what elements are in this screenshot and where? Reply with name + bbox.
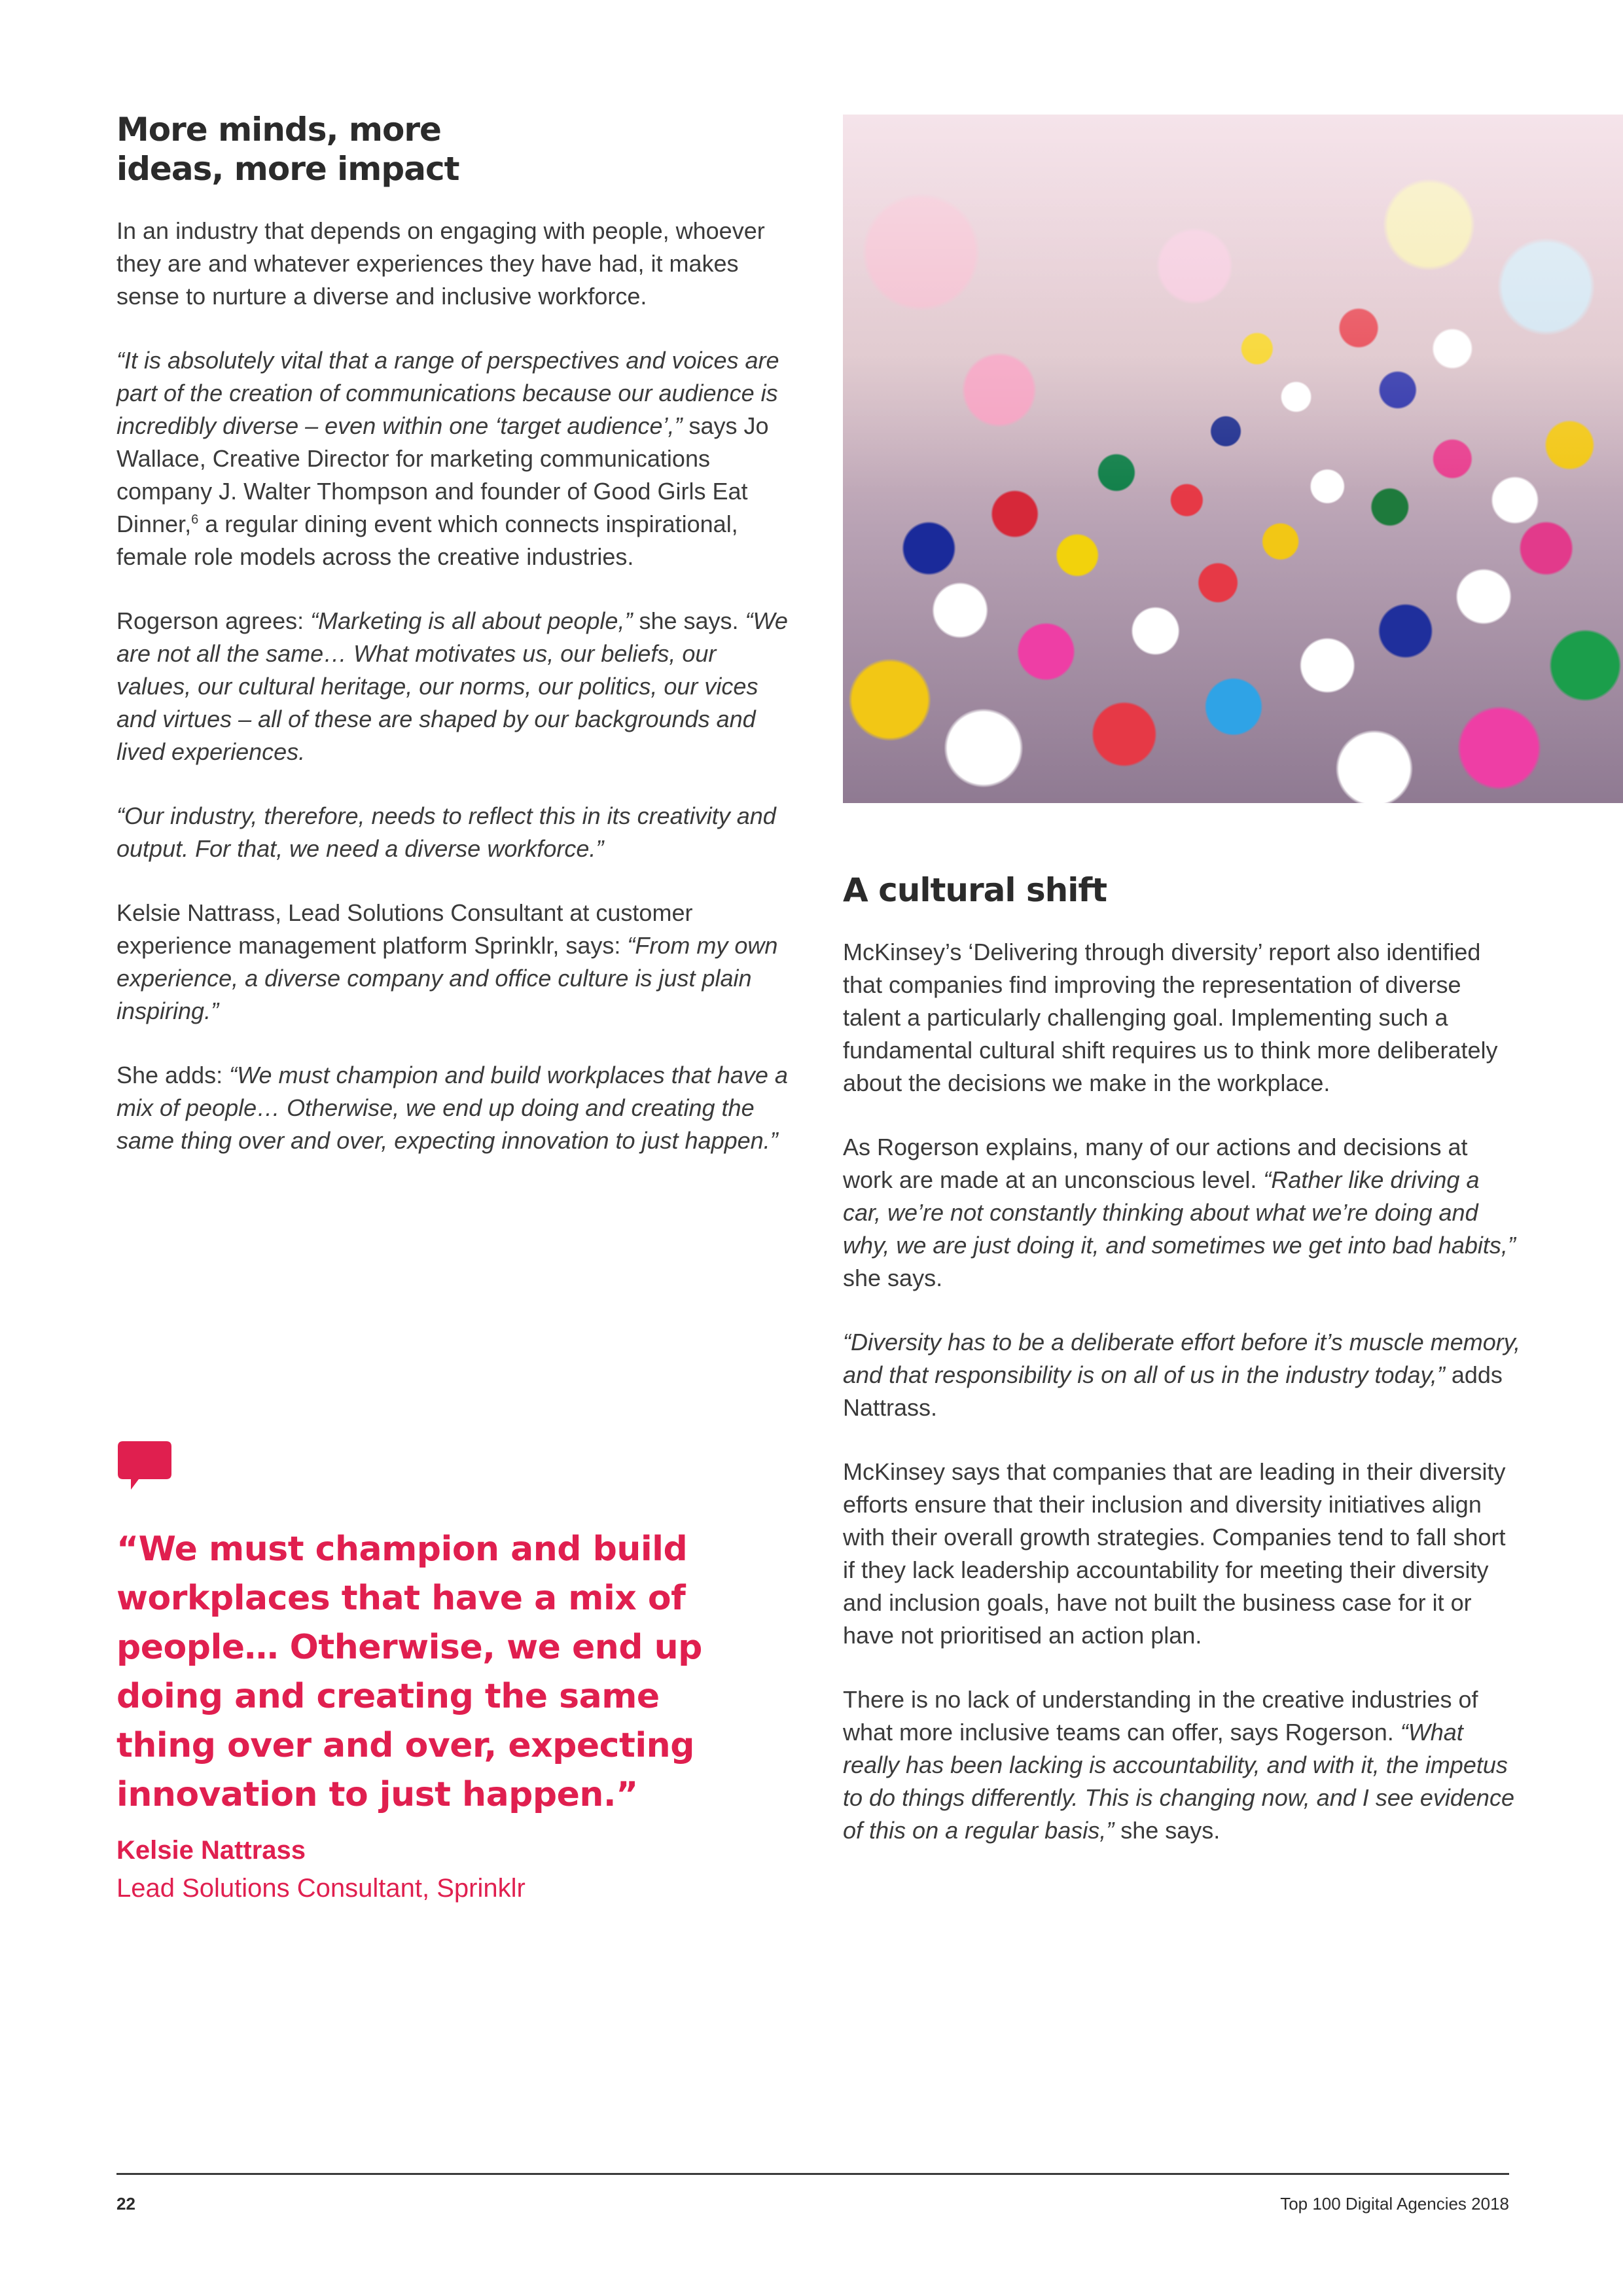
footer-divider [116,2173,1509,2175]
wallace-attribution-a: says Jo Wallace, Creative Director for marketing communications company J. Walter Thompson and founder of Good Girls Eat Dinner, [116,412,769,537]
accountability-lead: There is no lack of understanding in the creative industries of what more inclusive teams can offer, says Rogerson. [843,1686,1478,1746]
nattrass-lead: Kelsie Nattrass, Lead Solutions Consultant at customer experience management platform Sprinklr, says: [116,899,693,959]
unconscious-paragraph [843,1131,1524,1295]
rogerson-quote-a: “Marketing is all about people,” [310,607,633,634]
rogerson-lead: Rogerson agrees: [116,607,311,634]
rogerson-quote-b: “We are not all the same… What motivates us, our beliefs, our values, our cultural heritage, our norms, our politics, our vices and virtues – all of these are shaped by our backgrounds and lived experiences. [116,607,788,765]
page-number: 22 [116,2194,135,2214]
wallace-quote: “It is absolutely vital that a range of perspectives and voices are part of the creation of communications because our audience is incredibly diverse – even within one ‘target audience’,” [116,347,779,439]
intro-paragraph: In an industry that depends on engaging with people, whoever they are and whatever experiences they have had, it makes sense to nurture a diverse and inclusive workforce. [116,217,765,310]
unconscious-lead: As Rogerson explains, many of our actions and decisions at work are made at an unconscious level. [843,1134,1468,1193]
sprinkles-photo [843,115,1623,803]
accountability-quote: “What really has been lacking is accountability, and with it, the impetus to do things differently. This is changing now, and I see evidence of this on a regular basis,” [843,1719,1514,1844]
adds-quote: “We must champion and build workplaces that have a mix of people… Otherwise, we end up doing and creating the same thing over and over, expecting innovation to just happen.” [116,1062,788,1154]
rogerson-paragraph [116,605,797,768]
industry-quote-paragraph [116,800,797,865]
driving-tail: she says. [843,1265,943,1291]
mckinsey-leading-paragraph: McKinsey says that companies that are leading in their diversity efforts ensure that their inclusion and diversity initiatives align with their overall growth strategies. Companies tend to fall short if they lack leadership accountability for meeting their diversity and inclusion goals, have not built the business case for it or have not prioritised an action plan. [843,1458,1506,1649]
wallace-attribution-b: a regular dining event which connects inspirational, female role models across the creative industries. [116,511,738,570]
rogerson-mid: she says. [632,607,745,634]
section-heading: A cultural shift [843,871,1107,909]
pull-quote-block [116,1440,745,1907]
quote-author-name: Kelsie Nattrass [116,1836,306,1865]
footnote-marker: 6 [191,512,199,527]
left-column [116,110,797,1157]
quote-author-role: Lead Solutions Consultant, Sprinklr [116,1874,526,1903]
nattrass-paragraph [116,897,797,1028]
nattrass-quote: “From my own experience, a diverse company and office culture is just plain inspiring.” [116,932,778,1024]
pull-quote-text: “We must champion and build workplaces that have a mix of people… Otherwise, we end up doing and creating the same thing over and over, expecting innovation to just happen.” [116,1530,702,1814]
right-column [843,870,1524,1847]
accountability-paragraph [843,1683,1524,1847]
section-heading: More minds, more ideas, more impact [116,111,459,188]
adds-lead: She adds: [116,1062,230,1088]
adds-paragraph [116,1059,797,1157]
mckinsey-report-paragraph: McKinsey’s ‘Delivering through diversity’ report also identified that companies find improving the representation of diverse talent a particularly challenging goal. Implementing such a fundamental cultural shift requires us to think more deliberately about the decisions we make in the workplace. [843,939,1498,1096]
wallace-quote-paragraph [116,344,797,573]
industry-quote: “Our industry, therefore, needs to reflect this in its creativity and output. For that, we need a diverse workforce.” [116,802,776,862]
speech-bubble-icon [116,1440,173,1496]
deliberate-quote: “Diversity has to be a deliberate effort before it’s muscle memory, and that responsibility is on all of us in the industry today,” [843,1329,1521,1388]
deliberate-paragraph [843,1326,1524,1424]
driving-quote: “Rather like driving a car, we’re not constantly thinking about what we’re doing and why, we are just doing it, and sometimes we get into bad habits,” [843,1166,1516,1259]
accountability-tail: she says. [1114,1817,1221,1844]
publication-title: Top 100 Digital Agencies 2018 [1280,2194,1509,2214]
deliberate-tail: adds Nattrass. [843,1361,1503,1421]
